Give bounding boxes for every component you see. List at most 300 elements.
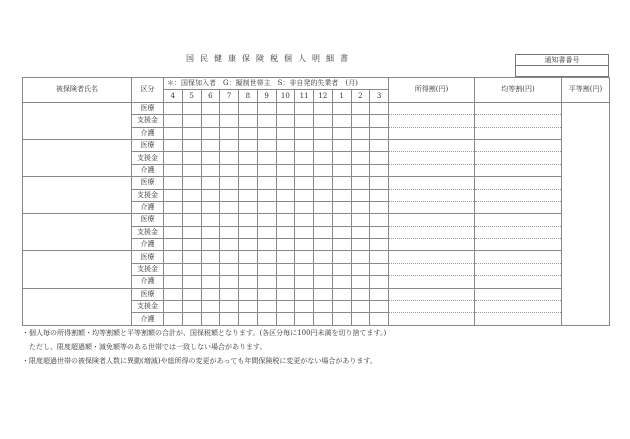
insured-name-cell[interactable]	[23, 251, 132, 288]
month-cell[interactable]	[239, 139, 258, 151]
month-cell[interactable]	[314, 102, 333, 114]
per-capita-cell[interactable]	[475, 164, 562, 176]
month-cell[interactable]	[370, 152, 389, 164]
month-cell[interactable]	[182, 189, 201, 201]
income-cell[interactable]	[389, 102, 475, 114]
month-cell[interactable]	[370, 139, 389, 151]
month-cell[interactable]	[239, 152, 258, 164]
insured-name-cell[interactable]	[23, 288, 132, 325]
month-cell[interactable]	[351, 239, 370, 251]
month-header: 9	[257, 90, 276, 102]
income-cell[interactable]	[389, 239, 475, 251]
income-cell[interactable]	[389, 164, 475, 176]
insured-name-cell[interactable]	[23, 139, 132, 176]
month-cell[interactable]	[257, 313, 276, 325]
month-cell[interactable]	[164, 177, 183, 189]
month-cell[interactable]	[370, 226, 389, 238]
insured-name-cell[interactable]	[23, 214, 132, 251]
month-cell[interactable]	[351, 152, 370, 164]
month-cell[interactable]	[239, 288, 258, 300]
month-cell[interactable]	[201, 102, 220, 114]
income-cell[interactable]	[389, 214, 475, 226]
month-cell[interactable]	[220, 102, 239, 114]
category-label: 支援金	[132, 152, 164, 164]
month-cell[interactable]	[257, 152, 276, 164]
month-cell[interactable]	[164, 301, 183, 313]
table-row	[23, 288, 610, 300]
month-cell[interactable]	[351, 301, 370, 313]
month-cell[interactable]	[276, 127, 295, 139]
month-cell[interactable]	[201, 139, 220, 151]
month-header: 1	[332, 90, 351, 102]
month-cell[interactable]	[257, 115, 276, 127]
income-cell[interactable]	[389, 313, 475, 325]
month-cell[interactable]	[164, 226, 183, 238]
month-cell[interactable]	[182, 127, 201, 139]
income-cell[interactable]	[389, 127, 475, 139]
month-cell[interactable]	[239, 239, 258, 251]
category-label: 介護	[132, 276, 164, 288]
per-capita-cell[interactable]	[475, 152, 562, 164]
month-cell[interactable]	[332, 239, 351, 251]
month-cell[interactable]	[332, 139, 351, 151]
month-cell[interactable]	[201, 226, 220, 238]
month-cell[interactable]	[257, 189, 276, 201]
month-cell[interactable]	[182, 115, 201, 127]
month-cell[interactable]	[295, 276, 314, 288]
month-cell[interactable]	[370, 164, 389, 176]
month-cell[interactable]	[295, 201, 314, 213]
header-legend: ＊：国保加入者 G：擬制世帯主 S：非自発的失業者 (月)	[164, 78, 389, 90]
month-cell[interactable]	[370, 301, 389, 313]
month-cell[interactable]	[276, 276, 295, 288]
month-cell[interactable]	[370, 127, 389, 139]
category-label: 支援金	[132, 189, 164, 201]
month-cell[interactable]	[276, 313, 295, 325]
month-cell[interactable]	[314, 313, 333, 325]
month-cell[interactable]	[201, 152, 220, 164]
month-cell[interactable]	[332, 301, 351, 313]
month-cell[interactable]	[351, 201, 370, 213]
per-capita-cell[interactable]	[475, 102, 562, 114]
month-cell[interactable]	[239, 164, 258, 176]
month-cell[interactable]	[351, 226, 370, 238]
detail-table	[22, 77, 610, 326]
month-cell[interactable]	[276, 139, 295, 151]
notes	[22, 326, 386, 368]
month-cell[interactable]	[239, 251, 258, 263]
month-cell[interactable]	[295, 177, 314, 189]
month-cell[interactable]	[295, 115, 314, 127]
month-cell[interactable]	[257, 301, 276, 313]
month-cell[interactable]	[164, 239, 183, 251]
header-category: 区分	[132, 78, 164, 103]
month-cell[interactable]	[351, 263, 370, 275]
month-cell[interactable]	[239, 102, 258, 114]
insured-name-cell[interactable]	[23, 102, 132, 139]
notice-number-value	[516, 66, 609, 77]
month-cell[interactable]	[370, 189, 389, 201]
month-cell[interactable]	[370, 102, 389, 114]
month-cell[interactable]	[332, 214, 351, 226]
month-cell[interactable]	[295, 263, 314, 275]
category-label: 支援金	[132, 301, 164, 313]
table-row	[23, 102, 610, 114]
income-cell[interactable]	[389, 152, 475, 164]
per-capita-cell[interactable]	[475, 139, 562, 151]
month-cell[interactable]	[295, 127, 314, 139]
month-cell[interactable]	[182, 177, 201, 189]
month-cell[interactable]	[182, 226, 201, 238]
month-cell[interactable]	[295, 226, 314, 238]
month-cell[interactable]	[276, 152, 295, 164]
month-cell[interactable]	[332, 226, 351, 238]
per-capita-cell[interactable]	[475, 214, 562, 226]
category-label: 介護	[132, 239, 164, 251]
month-cell[interactable]	[257, 214, 276, 226]
document-title: 国民健康保険税個人明細書	[186, 54, 354, 63]
month-cell[interactable]	[370, 313, 389, 325]
month-cell[interactable]	[314, 201, 333, 213]
category-label: 介護	[132, 313, 164, 325]
month-cell[interactable]	[164, 102, 183, 114]
category-label: 医療	[132, 288, 164, 300]
month-cell[interactable]	[370, 276, 389, 288]
month-cell[interactable]	[257, 263, 276, 275]
month-cell[interactable]	[239, 214, 258, 226]
header-income: 所得割(円)	[389, 78, 475, 103]
month-cell[interactable]	[257, 201, 276, 213]
month-cell[interactable]	[276, 226, 295, 238]
month-cell[interactable]	[351, 164, 370, 176]
month-cell[interactable]	[332, 263, 351, 275]
month-cell[interactable]	[314, 276, 333, 288]
month-cell[interactable]	[370, 214, 389, 226]
month-cell[interactable]	[239, 301, 258, 313]
month-cell[interactable]	[220, 288, 239, 300]
month-cell[interactable]	[201, 201, 220, 213]
per-capita-cell[interactable]	[475, 201, 562, 213]
month-cell[interactable]	[201, 263, 220, 275]
month-cell[interactable]	[332, 177, 351, 189]
month-cell[interactable]	[351, 313, 370, 325]
month-cell[interactable]	[295, 164, 314, 176]
month-cell[interactable]	[257, 251, 276, 263]
month-cell[interactable]	[220, 127, 239, 139]
month-cell[interactable]	[314, 263, 333, 275]
income-cell[interactable]	[389, 288, 475, 300]
month-cell[interactable]	[201, 251, 220, 263]
income-cell[interactable]	[389, 301, 475, 313]
month-cell[interactable]	[295, 288, 314, 300]
per-capita-cell[interactable]	[475, 226, 562, 238]
month-cell[interactable]	[314, 301, 333, 313]
month-cell[interactable]	[182, 102, 201, 114]
month-cell[interactable]	[295, 102, 314, 114]
month-cell[interactable]	[164, 152, 183, 164]
month-cell[interactable]	[351, 214, 370, 226]
month-cell[interactable]	[314, 251, 333, 263]
month-cell[interactable]	[164, 276, 183, 288]
month-cell[interactable]	[332, 152, 351, 164]
month-cell[interactable]	[332, 276, 351, 288]
income-cell[interactable]	[389, 177, 475, 189]
month-cell[interactable]	[220, 263, 239, 275]
month-cell[interactable]	[295, 214, 314, 226]
insured-name-cell[interactable]	[23, 177, 132, 214]
month-cell[interactable]	[295, 301, 314, 313]
month-cell[interactable]	[314, 164, 333, 176]
header-per-capita: 均等割(円)	[475, 78, 562, 103]
month-cell[interactable]	[220, 152, 239, 164]
income-cell[interactable]	[389, 251, 475, 263]
month-cell[interactable]	[332, 313, 351, 325]
month-cell[interactable]	[314, 226, 333, 238]
month-cell[interactable]	[182, 139, 201, 151]
month-cell[interactable]	[370, 115, 389, 127]
month-header: 4	[164, 90, 183, 102]
table-row	[23, 214, 610, 226]
month-cell[interactable]	[351, 102, 370, 114]
month-cell[interactable]	[314, 177, 333, 189]
month-cell[interactable]	[257, 127, 276, 139]
month-cell[interactable]	[164, 251, 183, 263]
month-cell[interactable]	[220, 164, 239, 176]
month-cell[interactable]	[201, 189, 220, 201]
month-cell[interactable]	[351, 189, 370, 201]
month-cell[interactable]	[351, 288, 370, 300]
month-cell[interactable]	[295, 189, 314, 201]
per-capita-cell[interactable]	[475, 276, 562, 288]
month-cell[interactable]	[314, 214, 333, 226]
month-cell[interactable]	[182, 313, 201, 325]
month-cell[interactable]	[164, 313, 183, 325]
per-capita-cell[interactable]	[475, 177, 562, 189]
income-cell[interactable]	[389, 263, 475, 275]
month-cell[interactable]	[257, 102, 276, 114]
month-cell[interactable]	[220, 251, 239, 263]
month-cell[interactable]	[276, 214, 295, 226]
month-cell[interactable]	[276, 177, 295, 189]
month-cell[interactable]	[239, 313, 258, 325]
month-header: 5	[182, 90, 201, 102]
category-label: 支援金	[132, 263, 164, 275]
month-cell[interactable]	[351, 127, 370, 139]
month-cell[interactable]	[239, 276, 258, 288]
month-cell[interactable]	[295, 239, 314, 251]
month-cell[interactable]	[201, 177, 220, 189]
month-cell[interactable]	[314, 152, 333, 164]
month-cell[interactable]	[201, 239, 220, 251]
month-cell[interactable]	[220, 139, 239, 151]
category-label: 医療	[132, 177, 164, 189]
month-cell[interactable]	[220, 301, 239, 313]
income-cell[interactable]	[389, 139, 475, 151]
month-cell[interactable]	[182, 263, 201, 275]
month-cell[interactable]	[332, 115, 351, 127]
month-cell[interactable]	[164, 127, 183, 139]
month-cell[interactable]	[164, 115, 183, 127]
month-cell[interactable]	[164, 288, 183, 300]
notice-number-label: 通知書番号	[516, 55, 609, 66]
month-cell[interactable]	[220, 189, 239, 201]
month-cell[interactable]	[314, 189, 333, 201]
per-capita-cell[interactable]	[475, 239, 562, 251]
month-cell[interactable]	[220, 177, 239, 189]
month-cell[interactable]	[276, 239, 295, 251]
month-cell[interactable]	[276, 301, 295, 313]
month-cell[interactable]	[201, 301, 220, 313]
month-cell[interactable]	[276, 189, 295, 201]
month-cell[interactable]	[239, 177, 258, 189]
per-capita-cell[interactable]	[475, 313, 562, 325]
month-cell[interactable]	[182, 239, 201, 251]
month-cell[interactable]	[164, 164, 183, 176]
month-cell[interactable]	[370, 263, 389, 275]
month-cell[interactable]	[182, 214, 201, 226]
month-cell[interactable]	[201, 164, 220, 176]
month-header: 10	[276, 90, 295, 102]
header-flat: 平等割(円)	[562, 78, 610, 103]
month-cell[interactable]	[314, 288, 333, 300]
month-cell[interactable]	[220, 115, 239, 127]
month-cell[interactable]	[314, 115, 333, 127]
month-cell[interactable]	[164, 263, 183, 275]
category-label: 介護	[132, 201, 164, 213]
month-cell[interactable]	[332, 251, 351, 263]
month-cell[interactable]	[276, 102, 295, 114]
income-cell[interactable]	[389, 189, 475, 201]
month-cell[interactable]	[239, 263, 258, 275]
category-label: 介護	[132, 127, 164, 139]
per-capita-cell[interactable]	[475, 127, 562, 139]
per-capita-cell[interactable]	[475, 115, 562, 127]
month-cell[interactable]	[351, 115, 370, 127]
month-cell[interactable]	[276, 201, 295, 213]
month-cell[interactable]	[182, 152, 201, 164]
month-cell[interactable]	[276, 115, 295, 127]
month-cell[interactable]	[370, 251, 389, 263]
income-cell[interactable]	[389, 201, 475, 213]
month-header: 11	[295, 90, 314, 102]
month-cell[interactable]	[220, 276, 239, 288]
month-cell[interactable]	[276, 263, 295, 275]
per-capita-cell[interactable]	[475, 301, 562, 313]
month-cell[interactable]	[351, 251, 370, 263]
month-cell[interactable]	[276, 251, 295, 263]
month-cell[interactable]	[220, 214, 239, 226]
month-cell[interactable]	[201, 288, 220, 300]
month-cell[interactable]	[239, 127, 258, 139]
income-cell[interactable]	[389, 226, 475, 238]
per-capita-cell[interactable]	[475, 263, 562, 275]
month-cell[interactable]	[351, 139, 370, 151]
month-cell[interactable]	[370, 201, 389, 213]
month-cell[interactable]	[220, 226, 239, 238]
month-cell[interactable]	[314, 239, 333, 251]
month-header: 3	[370, 90, 389, 102]
month-cell[interactable]	[257, 177, 276, 189]
month-cell[interactable]	[370, 239, 389, 251]
month-cell[interactable]	[164, 201, 183, 213]
month-cell[interactable]	[332, 189, 351, 201]
month-cell[interactable]	[332, 127, 351, 139]
month-cell[interactable]	[351, 276, 370, 288]
month-header: 12	[314, 90, 333, 102]
month-cell[interactable]	[220, 313, 239, 325]
note-3: ・限度超過世帯の被保険者人数に異動(増減)や総所得の変更があっても年間保険税に変更がない場合があります。	[22, 357, 377, 365]
month-header: 6	[201, 90, 220, 102]
month-cell[interactable]	[314, 139, 333, 151]
month-cell[interactable]	[295, 152, 314, 164]
month-cell[interactable]	[276, 164, 295, 176]
month-cell[interactable]	[201, 115, 220, 127]
category-label: 医療	[132, 102, 164, 114]
income-cell[interactable]	[389, 115, 475, 127]
category-label: 医療	[132, 139, 164, 151]
month-cell[interactable]	[220, 201, 239, 213]
month-cell[interactable]	[257, 139, 276, 151]
month-cell[interactable]	[257, 288, 276, 300]
month-header: 8	[239, 90, 258, 102]
month-cell[interactable]	[182, 164, 201, 176]
month-cell[interactable]	[201, 214, 220, 226]
month-cell[interactable]	[182, 201, 201, 213]
month-cell[interactable]	[295, 139, 314, 151]
month-cell[interactable]	[182, 301, 201, 313]
month-cell[interactable]	[295, 251, 314, 263]
month-cell[interactable]	[201, 127, 220, 139]
month-cell[interactable]	[332, 288, 351, 300]
per-capita-cell[interactable]	[475, 288, 562, 300]
per-capita-cell[interactable]	[475, 251, 562, 263]
month-cell[interactable]	[332, 201, 351, 213]
month-cell[interactable]	[182, 288, 201, 300]
notice-number-box	[515, 54, 609, 77]
category-label: 支援金	[132, 115, 164, 127]
month-cell[interactable]	[332, 164, 351, 176]
month-cell[interactable]	[164, 139, 183, 151]
month-cell[interactable]	[257, 164, 276, 176]
month-cell[interactable]	[201, 276, 220, 288]
month-cell[interactable]	[257, 276, 276, 288]
month-cell[interactable]	[239, 189, 258, 201]
month-cell[interactable]	[314, 127, 333, 139]
month-cell[interactable]	[370, 177, 389, 189]
month-cell[interactable]	[239, 115, 258, 127]
month-cell[interactable]	[201, 313, 220, 325]
per-capita-cell[interactable]	[475, 189, 562, 201]
month-cell[interactable]	[220, 239, 239, 251]
month-cell[interactable]	[164, 214, 183, 226]
month-cell[interactable]	[182, 251, 201, 263]
category-label: 介護	[132, 164, 164, 176]
month-cell[interactable]	[239, 201, 258, 213]
month-cell[interactable]	[182, 276, 201, 288]
month-cell[interactable]	[257, 239, 276, 251]
month-cell[interactable]	[370, 288, 389, 300]
month-cell[interactable]	[164, 189, 183, 201]
flat-cell[interactable]	[562, 102, 610, 325]
month-cell[interactable]	[351, 177, 370, 189]
month-cell[interactable]	[295, 313, 314, 325]
month-cell[interactable]	[257, 226, 276, 238]
month-cell[interactable]	[332, 102, 351, 114]
income-cell[interactable]	[389, 276, 475, 288]
month-cell[interactable]	[276, 288, 295, 300]
table-row	[23, 251, 610, 263]
month-cell[interactable]	[239, 226, 258, 238]
